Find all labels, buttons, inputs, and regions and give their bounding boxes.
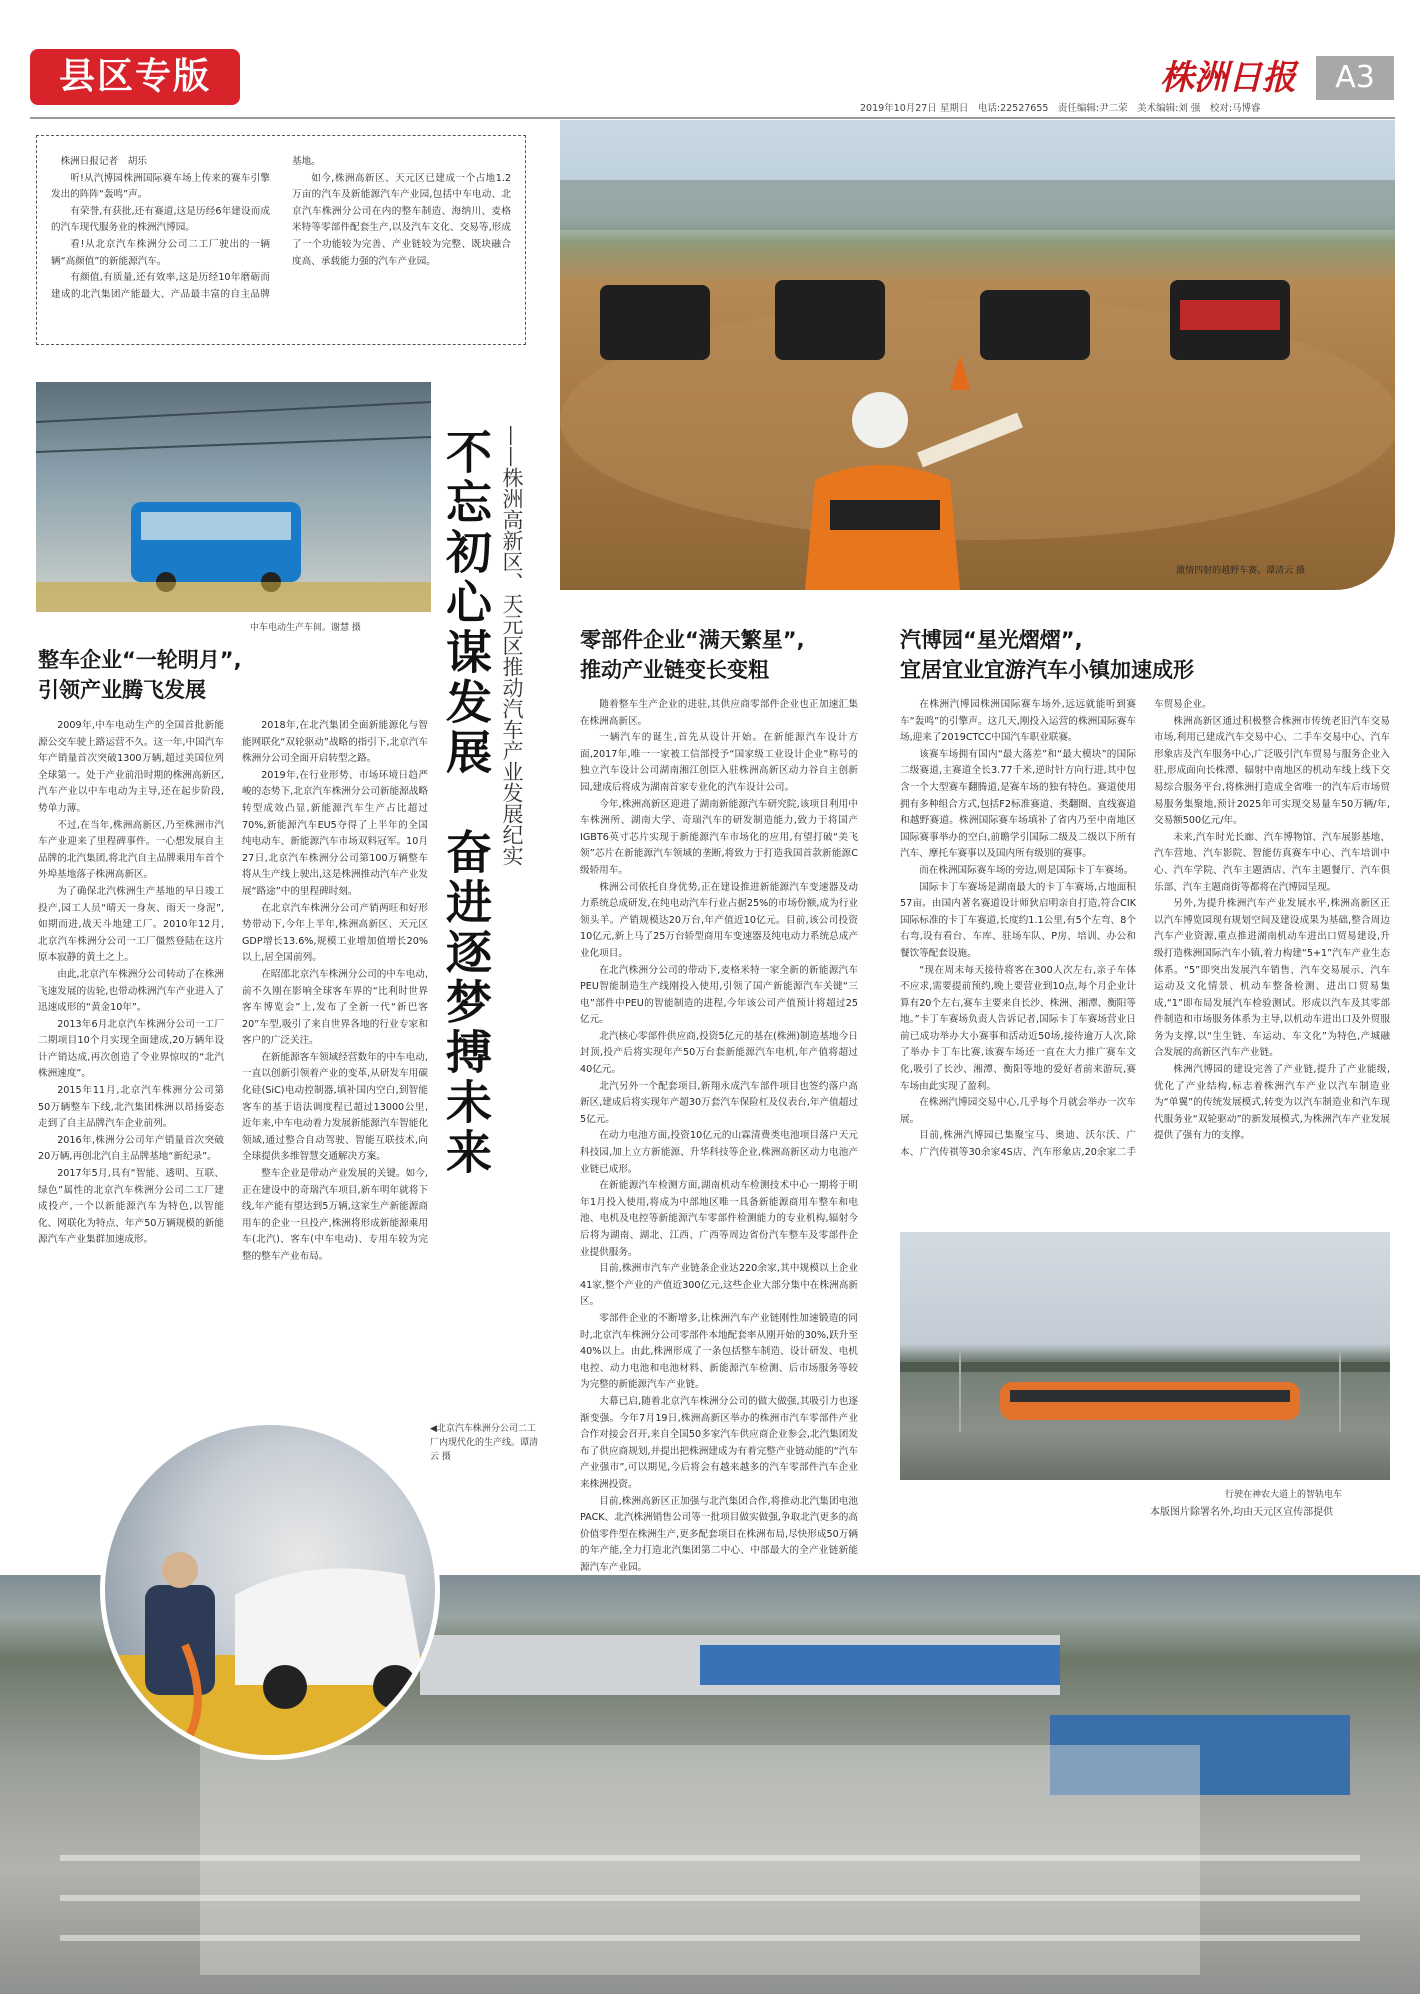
sec3-title-line1: 汽博园“星光熠熠”, xyxy=(900,628,1083,652)
lead-para: 看!从北京汽车株洲分公司二工厂驶出的一辆辆“高颜值”的新能源汽车。 xyxy=(51,238,270,267)
sec1-para: 由此,北京汽车株洲分公司转动了在株洲飞速发展的齿轮,也带动株洲汽车产业进入了迅速成形的“黄金10年”。 xyxy=(38,968,224,1014)
sec2-title-line2: 推动产业链变长变粗 xyxy=(580,658,769,682)
tram-caption: 行驶在神农大道上的智轨电车 xyxy=(1225,1490,1343,1500)
masthead-logo: 株洲日报 xyxy=(1160,58,1296,98)
sec3-body xyxy=(900,697,1390,1217)
sec1-title-line1: 整车企业“一轮明月”, xyxy=(38,648,242,672)
sec2-body xyxy=(580,697,858,1577)
sec2-para: 零部件企业的不断增多,让株洲汽车产业链刚性加速锻造的同时,北京汽车株洲分公司零部件本地配套率从刚开始的30%,跃升至40%以上。由此,株洲形成了一条包括整车制造、设计研发、电机电控、动力电池和电池材料、新能源汽车检测、后市场服务等较为完整的新能源汽车产业链。 xyxy=(580,1312,858,1391)
race-illustration xyxy=(560,120,1395,590)
sec1-para: 在北京汽车株洲分公司产销两旺和好形势带动下,今年上半年,株洲高新区、天元区GDP增长13.6%,规模工业增加值增长20%以上,居全国前列。 xyxy=(242,902,428,964)
sec3-para: 在株洲汽博园交易中心,几乎每个月就会举办一次车展。 xyxy=(900,1097,1136,1125)
sec2-para: 随着整车生产企业的进驻,其供应商零部件企业也正加速汇集在株洲高新区。 xyxy=(580,699,858,727)
sec1-para: 为了确保北汽株洲生产基地的早日竣工投产,园工人员“晴天一身灰、雨天一身泥”,如期而进,战天斗地建工厂。2010年12月,北京汽车株洲分公司一工厂僵然登陆在这片原本寂静的黄土之上。 xyxy=(38,885,224,964)
sec1-para: 在新能源客车领域经营数年的中车电动,一直以创新引领着产业的变革,从研发车用碳化硅(SiC)电动控制器,填补国内空白,到智能客车的基于语法调度程已超过13000公里,近年来,中车电动着力发展新能源汽车智能化领域,通过整合自动驾驶、智能互联技术,向全球提供多维智慧交通解决方案。 xyxy=(242,1051,428,1163)
tram-photo xyxy=(900,1232,1390,1480)
sec2-para: 北汽核心零部件供应商,投资5亿元的基在(株洲)制造基地今日封顶,投产后将实现年产50万台套新能源汽车电机,年产值将超过40亿元。 xyxy=(580,1030,858,1076)
sec2-para: 目前,株洲市汽车产业链条企业达220余家,其中规模以上企业41家,整个产业的产值近300亿元,这些企业大部分集中在株洲高新区。 xyxy=(580,1263,858,1308)
sec1-para: 整车企业是带动产业发展的关键。如今,正在建设中的奇瑞汽车项目,新车明年就将下线,年产能有望达到5万辆,这家生产新能源商用车的企业一旦投产,株洲将形成新能源乘用车(北汽)、客车(中车电动)、专用车较为完整的整车产业布局。 xyxy=(242,1168,428,1262)
sec1-para: 在昭邵北京汽车株洲分公司的中车电动,前不久刚在影响全球客车界的“比利时世界客车博览会”上,发布了全新一代“新巴客20”车型,吸引了来自世界各地的行业专家和客户的广泛关注。 xyxy=(242,968,428,1047)
sec3-para: 另外,为提升株洲汽车产业发展水平,株洲高新区正以汽车博览园现有规划空间及建设成果为基础,整合周边汽车产业资源,重点推进湖南机动车进出口贸易建设,升级打造株洲国际汽车小镇,着力构建“5+1”汽车产业生态体系。“5”即突出发展汽车销售、汽车交易展示、汽车运动及文化情景、机动车整备检测、进出口贸易集成,“1”即布局发展汽车检验测试。形成以汽车及其零部件制造和市场服务体系为主导,以机动车进出口及外贸服务为支撑,以“生生链、车运动、车文化”为特色,产城融合发展的高新区汽车产业链。 xyxy=(1154,898,1390,1059)
sec3-para: 株洲汽博园的建设完善了产业链,提升了产业能级,优化了产业结构,标志着株洲汽车产业以汽车制造业为“单翼”的传统发展模式,转变为以汽车制造业和汽车现代服务业“双轮驱动”的新发展模式,为株洲汽车产业发展提供了强有力的支撑。 xyxy=(1154,1064,1390,1142)
sec2-para: 北汽另外一个配套项目,新翔永成汽车部件项目也签约落户高新区,建成后将实现年产超30万套汽车保险杠及仪表台,年产值超过5亿元。 xyxy=(580,1080,858,1125)
sec3-para: 目前,株洲汽博园已集聚宝马、奥迪、沃尔沃、广本、广汽传祺等30余家4S店、汽车形象店,20余家二手车贸易企业。 xyxy=(900,699,1212,1159)
sec1-para: 2018年,在北汽集团全面新能源化与智能网联化“双轮驱动”战略的指引下,北京汽车株洲分公司全面开启转型之路。 xyxy=(242,720,428,765)
sec1-heading xyxy=(38,645,428,705)
sec1-para: 2019年,在行业形势、市场环境日趋严峻的态势下,北京汽车株洲分公司新能源战略转型成效凸显,新能源汽车生产占比超过70%,新能源汽车EU5夺得了上半年的全国纯电动车、新能源汽车市场双料冠军。10月27日,北京汽车株洲分公司第100万辆整车将从生产线上驶出,这是株洲推动汽车产业发展“路途”中的里程碑时刻。 xyxy=(242,769,428,897)
lead-para: 如今,株洲高新区、天元区已建成一个占地1.2万亩的汽车及新能源汽车产业园,包括中车电动、北京汽车株洲分公司在内的整车制造、海纳川、麦格米特等零部件配套生产,以及汽车文化、交易等,形成了一个功能较为完善、产业链较为完整、既块融合度高、承载能力强的汽车产业园。 xyxy=(292,172,511,267)
sec3-heading xyxy=(900,625,1395,685)
sec2-para: 株洲公司依托自身优势,正在建设推进新能源汽车变速器及动力系统总成研发,在纯电动汽车行业占据25%的市场份额,成为行业领头羊。产销规模达20万台,年产值近10亿元。目前,该公司投资10亿元,新上马了25万台轿型商用车变速器及纯电动力系统总成产业化项目。 xyxy=(580,881,858,959)
lead-byline: 株洲日报记者 胡乐 xyxy=(60,156,147,167)
sec3-para: “现在周末每天接待将客在300人次左右,亲子车体不应求,需要提前预约,晚上要营业到10点,每个月企业计算有20个左右,赛车主要来自长沙、株洲、湘潭、衡阳等地。”卡丁车赛场负责人告诉记者,国际卡丁车赛场营业日前已成功举办大小赛事和活动近50场,接待逾万人次,除了举办卡丁车比赛,该赛车场还一直在大力推广赛车文化,吸引了长沙、湘潭、衡阳等地的爱好者前来游玩,赛车场由此实现了盈利。 xyxy=(900,964,1136,1092)
race-photo xyxy=(560,120,1395,590)
dateline: 2019年10月27日 星期日 电话:22527655 责任编辑:尹二荣 美术编辑:刘 强 校对:马博睿 xyxy=(860,103,1261,114)
sec3-para: 而在株洲国际赛车场的旁边,则是国际卡丁车赛场。 xyxy=(919,864,1134,876)
sec1-body xyxy=(38,718,428,1523)
sec3-para: 国际卡丁车赛场是湖南最大的卡丁车赛场,占地面积57亩。由国内著名赛道设计师狄启明亲自打造,符合CIK国际标准的卡丁车赛道,长度约1.1公里,有5个左弯、8个右弯,设有看台、车库、驻场车队、P房、培训、办公和餐饮等配套设施。 xyxy=(900,881,1136,959)
race-caption: 激情四射的越野车赛。谭清云 摄 xyxy=(1176,566,1305,576)
sec3-para: 在株洲汽博园株洲国际赛车场外,远远就能听到赛车“轰鸣”的引擎声。这几天,刚投入运营的株洲国际赛车场,迎来了2019CTCC中国汽车职业联赛。 xyxy=(900,699,1136,744)
photo-credit: 本版图片除署名外,均由天元区宣传部提供 xyxy=(1150,1507,1334,1518)
sec3-para: 该赛车场拥有国内“最大落差”和“最大模块”的国际二级赛道,主赛道全长3.77千米,逆时针方向行进,其中包含一个大型赛车翻腾道,是赛车场的独有特色。赛道使用拥有多种组合方式,包括F2标准赛道、类翻圈、直线赛道和越野赛道。株洲国际赛车场填补了省内乃至中南地区国际赛事举办的空白,前瞻学引国际二级及二级以下所有汽车、摩托车赛事以及国内所有级别的赛事。 xyxy=(900,748,1136,860)
factory-photo xyxy=(100,1420,440,1760)
sec1-para: 2013年6月北京汽车株洲分公司一工厂二期项目10个月实现全面建成,20万辆年设计产销达成,再次创造了令业界惊叹的“北汽株洲速度”。 xyxy=(38,1018,224,1080)
sec1-para: 2017年5月,具有“智能、透明、互联、绿色”属性的北京汽车株洲分公司二工厂建成投产,一个以新能源汽车为特色,以智能化、网联化为特点、年产50万辆规模的新能源汽车产业集群加速成形。 xyxy=(38,1168,224,1246)
lead-para: 有颜值,有质量,还有效率,这是历经10年磨砺而建成的北汽集团产能最大、产品最丰富的自主品牌基地。 xyxy=(51,156,321,300)
sec2-para: 大幕已启,随着北京汽车株洲分公司的做大做强,其吸引力也逐渐变强。今年7月19日,株洲高新区举办的株洲市汽车零部件产业合作对接会召开,来自全国50多家汽车供应商企业参会,北汽集团发布了供应商规划,并提出把株洲建成为有着完整产业链动能的“汽车产业强市”,可以期见,今后将会有越来越多的汽车零部件汽车企业来株洲投资。 xyxy=(580,1395,858,1490)
sec1-para: 2009年,中车电动生产的全国首批新能源公交车驶上路运营不久。这一年,中国汽车年产销量首次突破1300万辆,超过美国位列全球第一。处于产业前沿时期的株洲高新区,汽车产业以中车电动为主导,还在起步阶段,势单力薄。 xyxy=(38,720,224,814)
sec1-para: 2015年11月,北京汽车株洲分公司第50万辆整车下线,北汽集团株洲以昂扬姿态走到了自主品牌汽车企业前列。 xyxy=(38,1085,224,1130)
sec2-title-line1: 零部件企业“满天繁星”, xyxy=(580,628,805,652)
sec3-para: 株洲高新区通过积极整合株洲市传统老旧汽车交易市场,利用已建成汽车交易中心、二手车交易中心、汽车形象店及汽车服务中心,广泛吸引汽车贸易与服务企业入驻,形成面向长株潭、辐射中南地区的机动车线上线下交易综合服务平台,将株洲打造成全省唯一的汽车后市场贸易服务集聚地,预计2025年可实现交易量车50万辆/年,交易额500亿元/年。 xyxy=(1154,715,1390,827)
bus-photo xyxy=(36,382,431,612)
factory-illustration xyxy=(105,1425,435,1755)
sec1-title-line2: 引领产业腾飞发展 xyxy=(38,678,206,702)
sec1-para: 2016年,株洲分公司年产销量首次突破20万辆,再创北汽自主品牌基地“新纪录”。 xyxy=(38,1134,224,1163)
sec1-para: 不过,在当年,株洲高新区,乃至株洲市汽车产业迎来了里程碑事件。一心想发展自主品牌的北汽集团,将北汽自主品牌乘用车首个外埠基地落子株洲高新区。 xyxy=(38,819,224,881)
section-tag: 县区专版 xyxy=(30,49,240,105)
sub-title: ——株洲高新区、天元区推动汽车产业发展纪实 xyxy=(500,425,524,866)
sec2-para: 今年,株洲高新区迎进了湖南新能源汽车研究院,该项目利用中车株洲所、湖南大学、奇瑞汽车的研发制造能力,致力于将国产IGBT6英寸芯片实现于新能源汽车市场化的应用,有望打破“美飞领”芯片在新能源汽车领域的垄断,将致力于打造我国首款新能源C级轿用车。 xyxy=(580,798,858,876)
sec2-para: 目前,株洲高新区正加强与北汽集团合作,将推动北汽集团电池PACK、北汽株洲销售公司等一批项目做实做强,争取北汽更多的高价值零件型在株洲生产,更多配套项目在株洲布局,尽快形成50万辆的年产能,全力打造北汽集团第二中心、中部最大的全产业链新能源汽车产业园。 xyxy=(580,1495,858,1573)
sec3-para: 未来,汽车时光长廊、汽车博物馆、汽车展影基地、汽车营地、汽车影院、智能仿真赛车中心、汽车培训中心、汽车学院、汽车主题酒店、汽车主题餐厅、汽车俱乐部、汽车主题商街等都将在汽博园呈现。 xyxy=(1154,831,1390,893)
sec2-para: 在北汽株洲分公司的带动下,麦格米特一家全新的新能源汽车PEU智能制造生产线刚投入使用,引领了国产新能源汽车关键“三电”部件中PEU的智能制造的进程,今年该公司产值预计将超过25亿元。 xyxy=(580,964,858,1026)
bus-illustration xyxy=(36,382,431,612)
header-rule xyxy=(30,117,1395,119)
lead-para: 有荣誉,有获批,还有赛道,这是历经6年建设而成的汽车现代服务业的株洲汽博园。 xyxy=(51,205,270,234)
page-number: A3 xyxy=(1316,56,1394,100)
sec2-para: 在动力电池方面,投资10亿元的山霖清费类电池项目落户天元科技园,加上立方新能源、升华科技等企业,株洲高新区动力电池产业链已成形。 xyxy=(580,1130,858,1175)
sec3-title-line2: 宜居宜业宜游汽车小镇加速成形 xyxy=(900,658,1194,682)
sec2-para: 一辆汽车的诞生,首先从设计开始。在新能源汽车设计方面,2017年,唯一一家被工信部授予“国家级工业设计企业”称号的独立汽车设计公司湖南湘江创臣入驻株洲高新区动力谷自主创新园,建成后将成为湖南首家专业化的汽车设计公司。 xyxy=(580,732,858,793)
sec2-heading xyxy=(580,625,880,685)
lead-box xyxy=(36,135,526,345)
lead-text xyxy=(51,154,511,326)
bus-caption: 中车电动生产车间。谢慧 摄 xyxy=(250,623,361,633)
lead-para: 听!从汽博园株洲国际赛车场上传来的赛车引擎发出的阵阵“轰鸣”声。 xyxy=(51,172,270,201)
tram-illustration xyxy=(900,1232,1390,1480)
sec2-para: 在新能源汽车检测方面,湖南机动车检测技术中心一期将于明年1月投入使用,将成为中部地区唯一具备新能源商用车整车和电池、电机及电控等新能源汽车零部件检测能力的专业机构,辐射今后将为湖南、湖北、江西、广西等周边省份汽车整车及零部件企业提供服务。 xyxy=(580,1180,858,1258)
main-title: 不忘初心谋发展 奋进逐梦搏未来 xyxy=(439,428,493,1178)
factory-caption: ◀北京汽车株洲分公司二工厂内现代化的生产线。谭清云 摄 xyxy=(430,1424,539,1462)
